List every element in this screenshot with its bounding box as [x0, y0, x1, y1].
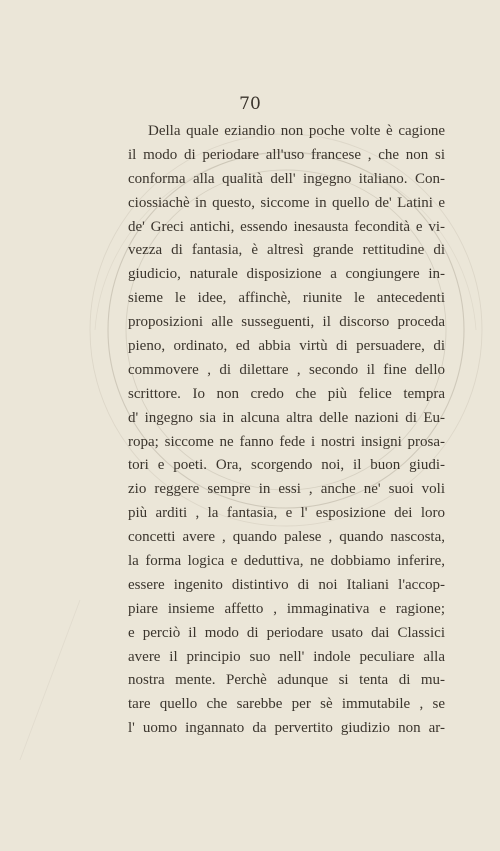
- text-line: vezza di fantasia, è altresì grande rettitudine di: [128, 242, 445, 259]
- text-line: conforma alla qualità dell' ingegno italiano. Con-: [128, 170, 445, 187]
- text-line: Della quale eziandio non poche volte è cagione: [148, 123, 445, 139]
- text-line: concetti avere , quando palese , quando nascosta,: [128, 529, 445, 546]
- text-line: ciossiachè in questo, siccome in quello de' Latini e: [128, 194, 445, 211]
- text-line: l' uomo ingannato da pervertito giudizio non ar-: [128, 720, 445, 737]
- text-line: tori e poeti. Ora, scorgendo noi, il buon giudi-: [128, 457, 445, 474]
- text-line: piare insieme affetto , immaginativa e ragione;: [128, 600, 445, 617]
- text-line: e perciò il modo di periodare usato dai Classici: [128, 624, 445, 641]
- text-line: tare quello che sarebbe per sè immutabile , se: [128, 696, 445, 713]
- text-line: commovere , di dilettare , secondo il fine dello: [128, 361, 445, 378]
- text-line: la forma logica e deduttiva, ne dobbiamo inferire,: [128, 553, 445, 570]
- body-text: [128, 120, 445, 741]
- text-line: sieme le idee, affinchè, riunite le antecedenti: [128, 290, 445, 307]
- text-line: proposizioni alle susseguenti, il discorso proceda: [128, 314, 445, 331]
- text-line: ropa; siccome ne fanno fede i nostri insigni prosa-: [128, 433, 445, 450]
- text-line: più arditi , la fantasia, e l' esposizione dei loro: [128, 505, 445, 522]
- text-line: essere ingenito distintivo di noi Italiani l'accop-: [128, 576, 445, 593]
- text-line: zio reggere sempre in essi , anche ne' suoi voli: [128, 481, 445, 498]
- text-line: scrittore. Io non credo che più felice tempra: [128, 385, 445, 402]
- page-number: 70: [239, 94, 261, 114]
- text-line: de' Greci antichi, essendo inesausta fecondità e vi-: [128, 218, 445, 235]
- text-line: il modo di periodare all'uso francese , che non si: [128, 146, 445, 163]
- text-line: giudicio, naturale disposizione a congiungere in-: [128, 266, 445, 283]
- text-line: avere il principio suo nell' indole peculiare alla: [128, 648, 445, 665]
- text-line: pieno, ordinato, ed abbia virtù di persuadere, di: [128, 338, 445, 355]
- text-line: d' ingegno sia in alcuna altra delle nazioni di Eu-: [128, 409, 445, 426]
- text-line: nostra mente. Perchè adunque si tenta di mu-: [128, 672, 445, 689]
